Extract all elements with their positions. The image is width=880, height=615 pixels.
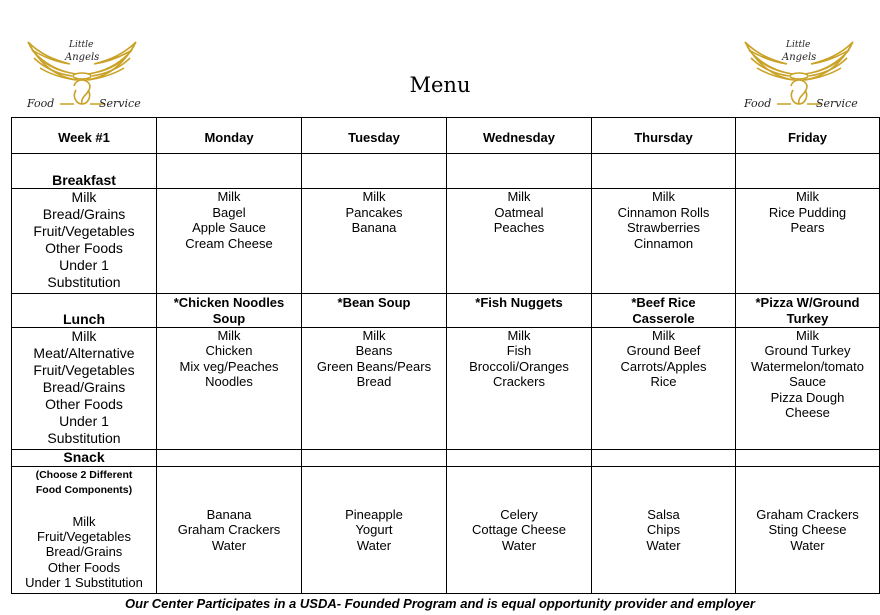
snack-components [12,514,156,590]
cell-line: Bagel [212,204,246,220]
lunch-tuesday [302,327,447,449]
logo-text-little: Little [69,40,94,50]
cell-line: Soup [212,310,246,326]
logo-text-food: Food [27,97,55,110]
day-header-wednesday: Wednesday [447,118,592,154]
breakfast-thursday [592,189,736,294]
cell-line: Pineapple [345,506,403,522]
cell-line: Under 1 Substitution [25,575,143,591]
lunch-section-row [12,293,880,327]
breakfast-tuesday [302,189,447,294]
cell-line: Fruit/Vegetables [33,361,135,378]
cell-line: Fruit/Vegetables [33,223,135,240]
cell-line: Pizza Dough [770,389,845,405]
cell-line: Other Foods [45,395,123,412]
snack-title-cell [12,449,157,466]
cell-line: Fruit/Vegetables [37,529,131,545]
snack-tuesday [302,466,447,593]
cell-line: Bread [356,374,392,389]
cell-line: Water [356,537,392,553]
cell-line: Graham Crackers [177,522,281,538]
cell-line: Substitution [47,429,121,446]
cell-line: Bread/Grains [42,378,126,395]
menu-table [11,117,880,594]
week-label: Week #1 [12,118,157,154]
cell-line: Other Foods [45,240,123,257]
cell-line: Milk [651,327,676,343]
cell-line: Graham Crackers [756,506,859,522]
breakfast-items-row [12,189,880,294]
breakfast-monday [157,189,302,294]
cell-line: Salsa [647,506,680,522]
cell-line: Fish [506,343,532,358]
breakfast-title-cell [12,153,157,189]
cell-line: Casserole [632,310,695,326]
cell-line: Milk [795,327,820,343]
snack-title: Snack [63,449,105,466]
breakfast-wednesday [447,189,592,294]
cell-line: Water [790,537,825,553]
cell-line: *Pizza W/Ground [755,294,860,310]
cell-line: Strawberries [627,220,700,236]
cell-line: Cinnamon Rolls [617,204,710,220]
lunch-dish-friday [736,293,880,327]
day-header-thursday: Thursday [592,118,736,154]
cell-line: Oatmeal [494,204,544,220]
lunch-friday [736,327,880,449]
cell-line: Under 1 [59,257,109,274]
lunch-title: Lunch [63,310,105,327]
cell-line: Broccoli/Oranges [469,358,569,374]
cell-line: Other Foods [47,559,121,575]
cell-line: Milk [795,189,820,205]
cell-line: Watermelon/tomato [751,358,864,374]
cell-line: Milk [217,189,241,205]
snack-wednesday [447,466,592,593]
cell-line: Beans [355,343,393,358]
cell-line: Milk [71,189,97,206]
lunch-dish-wednesday [447,293,592,327]
lunch-dish-tuesday [302,293,447,327]
cell-line: Crackers [492,374,545,389]
header-row [12,118,880,154]
cell-line: Carrots/Apples [620,358,707,374]
day-header-friday: Friday [736,118,880,154]
cell-line: Milk [362,189,386,205]
cell-line: Bread/Grains [42,206,126,223]
cell-line: Water [211,537,247,553]
lunch-dish-thursday [592,293,736,327]
cell-line: Milk [507,189,531,205]
cell-line: Banana [206,506,252,522]
lunch-thursday [592,327,736,449]
cell-line: Cheese [785,405,830,420]
lunch-title-cell [12,293,157,327]
cell-line: Mix veg/Peaches [179,358,279,374]
cell-line: Bread/Grains [45,544,123,560]
cell-line: Green Beans/Pears [316,358,432,374]
cell-line: (Choose 2 Different [35,468,133,481]
cell-line: Substitution [47,274,121,291]
page-title: Menu [409,73,471,97]
cell-line: Ground Turkey [764,343,851,358]
cell-line: Meat/Alternative [33,344,135,361]
lunch-wednesday [447,327,592,449]
cell-line: Pears [790,220,825,236]
breakfast-components [12,189,157,294]
logo-text-service: Service [99,97,141,110]
logo-text-angels: Angels [782,52,817,63]
cell-line: Water [646,537,681,553]
breakfast-section-row [12,153,880,189]
logo-text-little: Little [786,40,811,50]
cell-line: Rice [650,374,677,389]
cell-line: Under 1 [59,412,109,429]
cell-line: *Bean Soup [337,294,411,310]
footer-statement: Our Center Participates in a USDA- Founded Program and is equal opportunity provider and employer [125,596,755,611]
cell-line: Apple Sauce [192,220,266,236]
cell-line: *Fish Nuggets [475,294,563,310]
day-header-tuesday: Tuesday [302,118,447,154]
snack-items-row [12,466,880,593]
cell-line: Milk [72,513,96,529]
snack-section-row [12,449,880,466]
cell-line: Chips [646,522,681,538]
lunch-items-row [12,327,880,449]
cell-line: Sauce [789,374,826,389]
snack-monday [157,466,302,593]
cell-line: Ground Beef [626,343,701,358]
snack-friday [736,466,880,593]
cell-line: *Chicken Noodles [173,294,285,310]
cell-line: Chicken [205,343,253,358]
cell-line: Pancakes [345,204,403,220]
breakfast-friday [736,189,880,294]
cell-line: Milk [507,327,531,343]
cell-line: Noodles [205,374,253,389]
cell-line: Rice Pudding [768,204,847,220]
lunch-components [12,327,157,449]
snack-components-cell [12,466,157,593]
cell-line: Turkey [786,310,829,326]
logo-text-food: Food [744,97,772,110]
cell-line: Cinnamon [633,235,694,251]
cell-line: Water [501,537,537,553]
snack-note [12,469,156,497]
cell-line: *Beef Rice [631,294,696,310]
cell-line: Milk [362,327,386,343]
cell-line: Milk [651,189,676,205]
cell-line: Yogurt [355,522,393,538]
cell-line: Milk [71,327,97,344]
cell-line: Banana [351,220,397,236]
cell-line: Celery [500,506,538,522]
logo-text-angels: Angels [65,52,100,63]
cell-line: Sting Cheese [768,522,847,538]
cell-line: Peaches [493,220,545,236]
cell-line: Milk [217,327,241,343]
breakfast-title: Breakfast [52,172,116,189]
cell-line: Food Components) [35,483,133,496]
day-header-monday: Monday [157,118,302,154]
lunch-dish-monday [157,293,302,327]
cell-line: Cottage Cheese [472,522,566,538]
snack-thursday [592,466,736,593]
lunch-monday [157,327,302,449]
logo-text-service: Service [816,97,858,110]
cell-line: Cream Cheese [185,235,273,251]
